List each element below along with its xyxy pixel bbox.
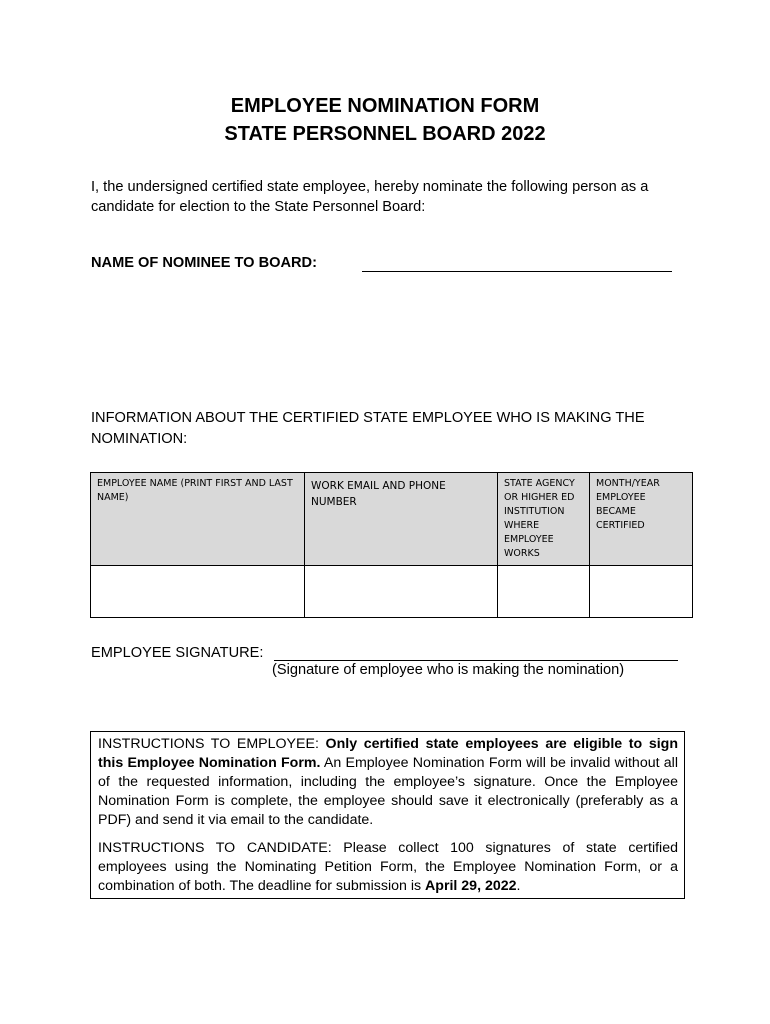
signature-note: (Signature of employee who is making the nomination) — [272, 662, 625, 678]
employee-instructions-heading: INSTRUCTIONS TO EMPLOYEE: — [98, 736, 326, 752]
month-year-certified-cell[interactable] — [590, 566, 693, 618]
nominee-label: NAME OF NOMINEE TO BOARD: — [91, 255, 317, 271]
candidate-instructions-end: . — [516, 878, 521, 894]
header-work-email-phone: WORK EMAIL AND PHONE NUMBER — [305, 473, 498, 566]
employee-instructions-text: An Employee Nomination Form will be invalid without all of the requested information, including the employee’s signature. Once the Employee Nomination Form is complete, the employee should save it electronically (preferably as a PDF) and send it via email to the candidate. — [98, 755, 678, 828]
intro-paragraph: I, the undersigned certified state employee, hereby nominate the following person as a candidate for election to the State Personnel Board: — [91, 179, 649, 215]
employee-eligibility-note: Only certified state employees are eligible to sign this Employee Nomination Form. — [98, 736, 678, 771]
signature-label: EMPLOYEE SIGNATURE: — [91, 645, 264, 661]
info-heading: INFORMATION ABOUT THE CERTIFIED STATE EMPLOYEE WHO IS MAKING THE NOMINATION: — [91, 410, 645, 447]
signature-line[interactable] — [274, 660, 678, 661]
nominee-name-line[interactable] — [362, 271, 672, 272]
work-email-phone-cell[interactable] — [305, 566, 498, 618]
instructions-box — [90, 731, 685, 899]
submission-deadline: April 29, 2022 — [425, 878, 517, 894]
candidate-instructions-text: INSTRUCTIONS TO CANDIDATE: Please collect 100 signatures of state certified employees using the Nominating Petition Form, the Employee Nomination Form, or a combination of both. The deadline for submission is — [98, 840, 678, 894]
form-subtitle: STATE PERSONNEL BOARD 2022 — [224, 123, 546, 145]
employee-instructions — [98, 735, 678, 830]
header-employee-name: EMPLOYEE NAME (PRINT FIRST AND LAST NAME) — [91, 473, 305, 566]
employee-info-table — [90, 472, 693, 618]
table-row — [91, 566, 693, 618]
form-title: EMPLOYEE NOMINATION FORM — [230, 95, 540, 117]
header-state-agency: STATE AGENCY OR HIGHER ED INSTITUTION WHERE EMPLOYEE WORKS — [498, 473, 590, 566]
table-header-row — [91, 473, 693, 566]
state-agency-cell[interactable] — [498, 566, 590, 618]
header-month-year-certified: MONTH/YEAR EMPLOYEE BECAME CERTIFIED — [590, 473, 693, 566]
employee-name-cell[interactable] — [91, 566, 305, 618]
candidate-instructions — [98, 839, 678, 896]
